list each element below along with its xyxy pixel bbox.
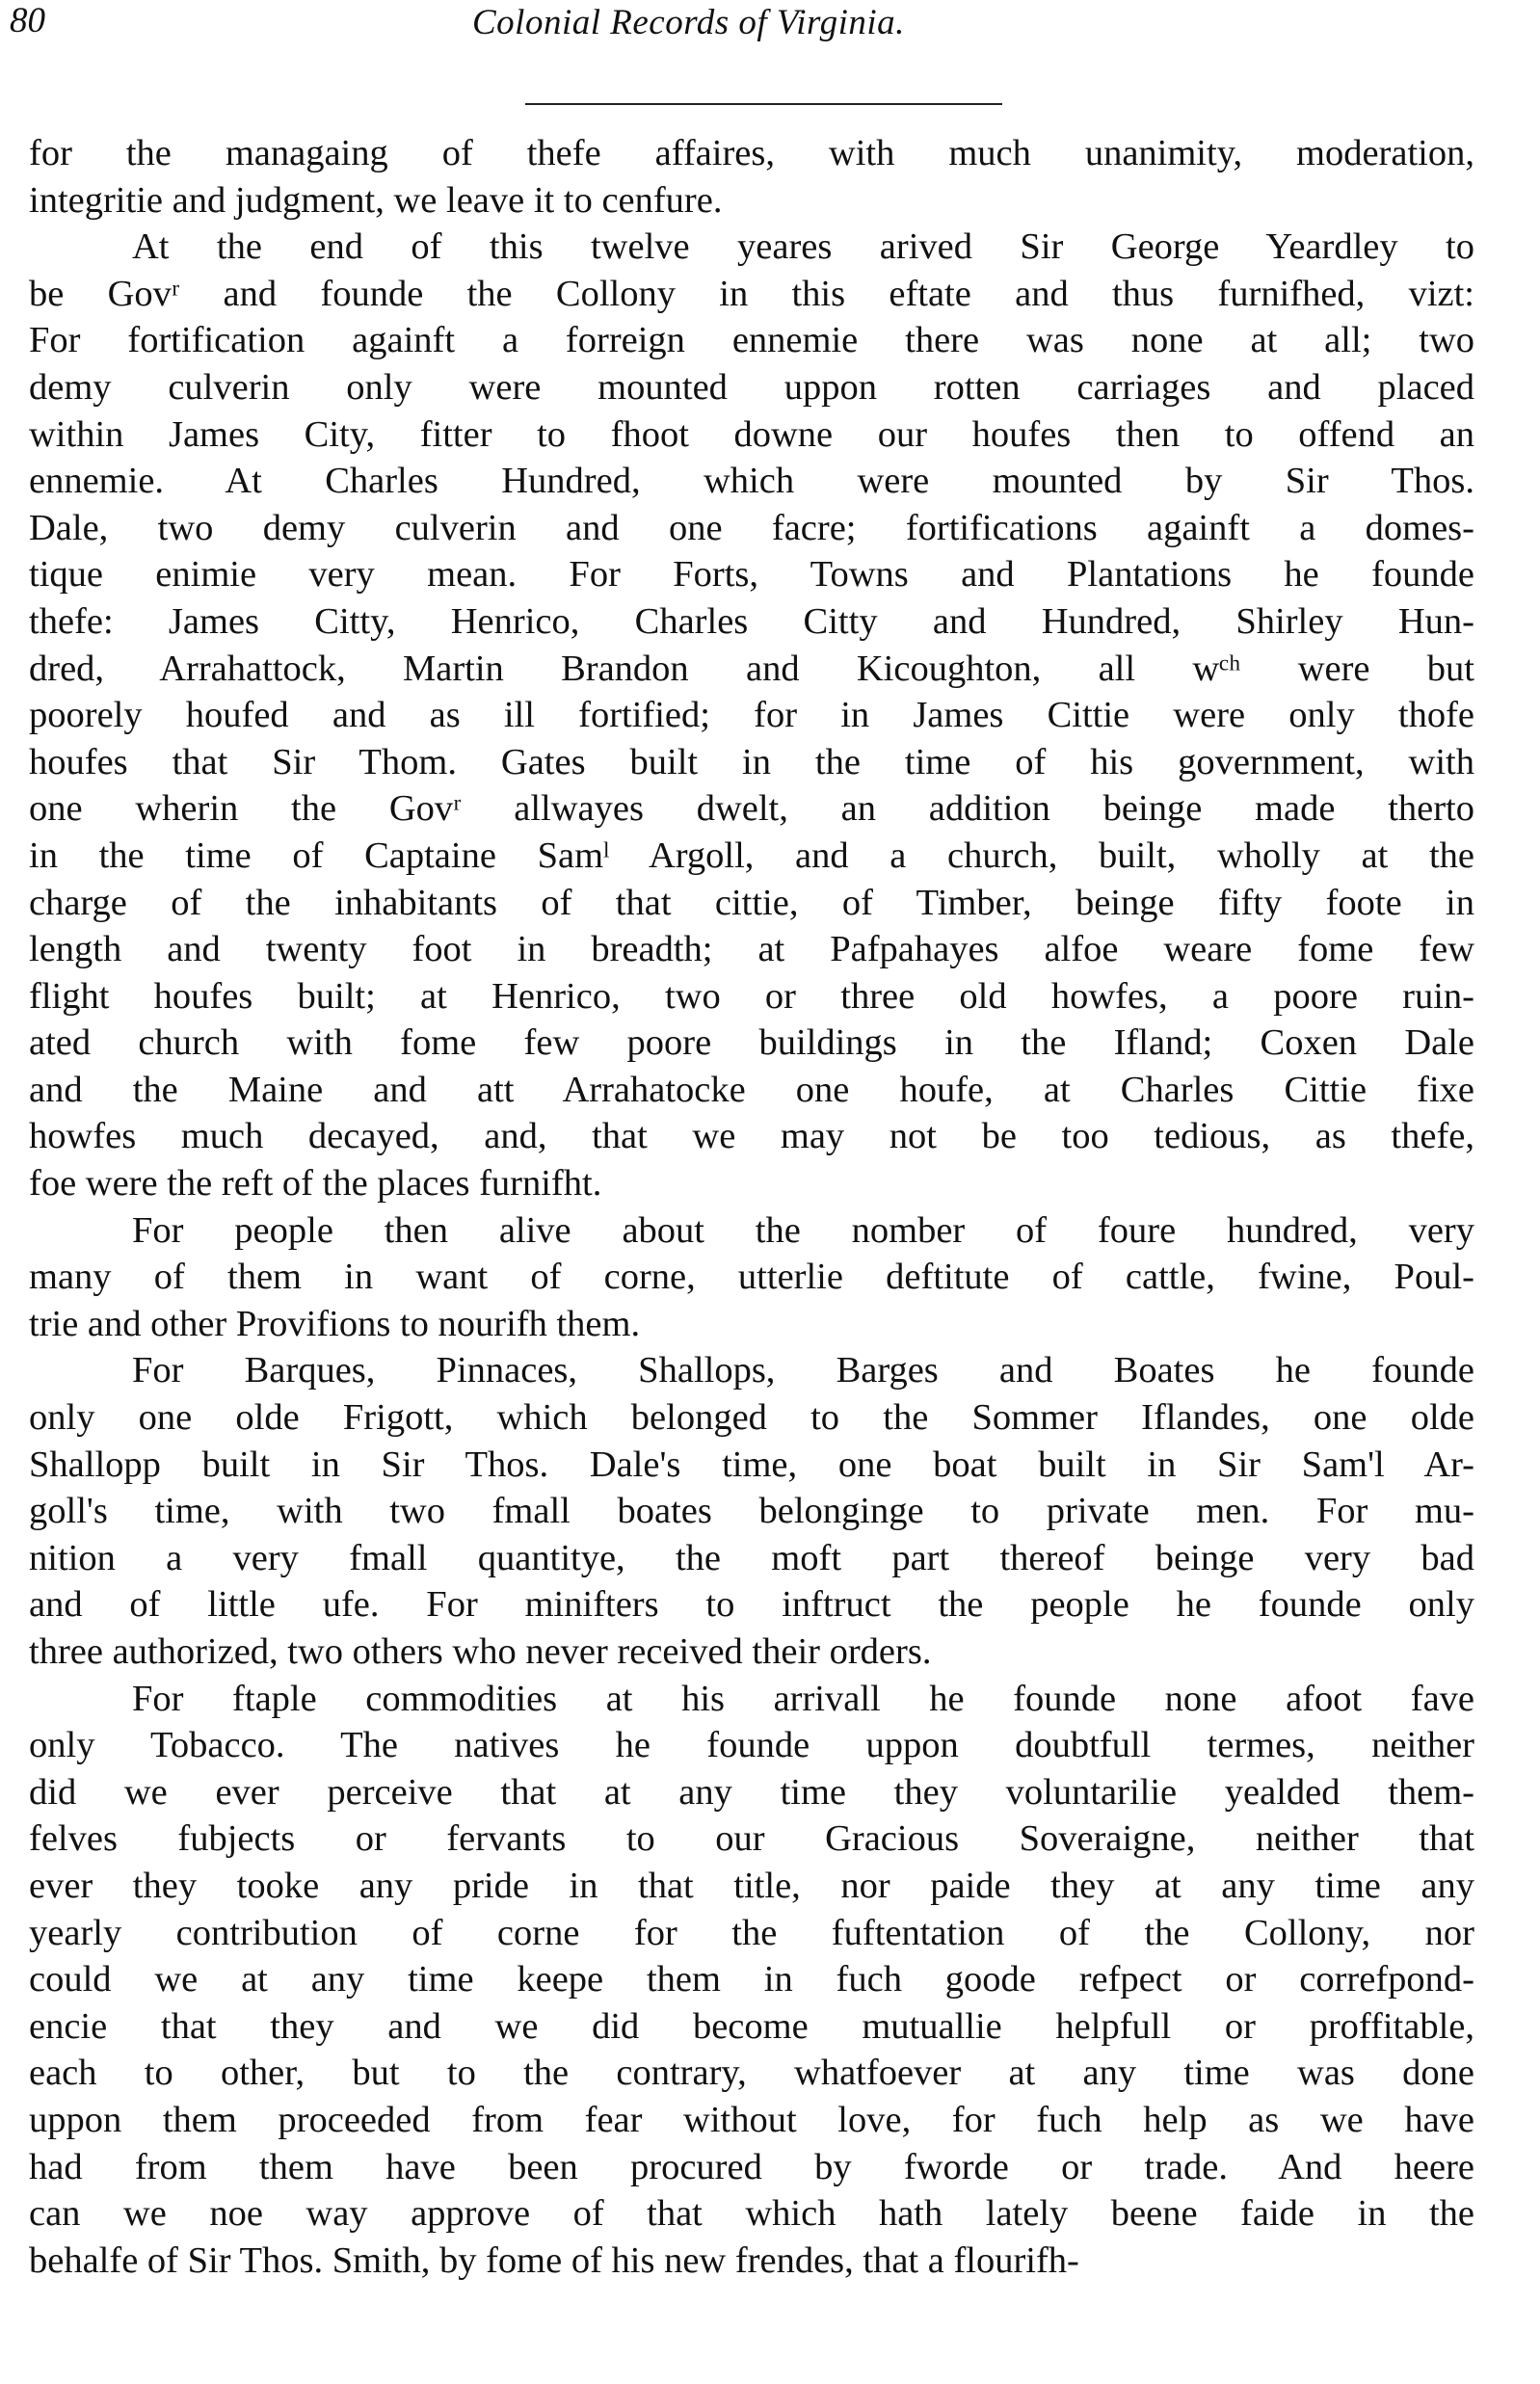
text-line: For fortification againft a forreign ennemie there was none at all; two	[29, 320, 1474, 361]
text-line: did we ever perceive that at any time they voluntarilie yealded them-	[29, 1771, 1474, 1813]
text-line: only one olde Frigott, which belonged to the Sommer Iflandes, one olde	[29, 1397, 1474, 1439]
paragraph	[29, 130, 1474, 224]
text-line: flight houfes built; at Henrico, two or three old howfes, a poore ruin-	[29, 975, 1474, 1017]
text-line: and the Maine and att Arrahatocke one houfe, at Charles Cittie fixe	[29, 1069, 1474, 1110]
text-line: thefe: James Citty, Henrico, Charles Citty and Hundred, Shirley Hun-	[29, 600, 1474, 642]
text-line: Dale, two demy culverin and one facre; fortifications againft a domes-	[29, 507, 1474, 548]
text-line: trie and other Provifions to nourifh them.	[29, 1303, 641, 1344]
page-number: 80	[10, 1, 45, 40]
text-line: for the managaing of thefe affaires, with much unanimity, moderation,	[29, 133, 1474, 173]
text-line: demy culverin only were mounted uppon rotten carriages and placed	[29, 366, 1474, 408]
text-line: felves fubjects or fervants to our Gracious Soveraigne, neither that	[29, 1818, 1474, 1860]
text-line: At the end of this twelve yeares arived Sir George Yeardley to	[132, 226, 1474, 268]
text-line: poorely houfed and as ill fortified; for in James Cittie were only thofe	[29, 695, 1474, 736]
text-line: foe were the reft of the places furnifht.	[29, 1163, 602, 1205]
text-line: For Barques, Pinnaces, Shallops, Barges and Boates he founde	[132, 1350, 1474, 1391]
text-line: goll's time, with two fmall boates belonginge to private men. For mu-	[29, 1491, 1474, 1532]
text-line: each to other, but to the contrary, whatfoever at any time was done	[29, 2053, 1474, 2094]
paragraph	[29, 1347, 1474, 1675]
text-line: had from them have been procured by fworde or trade. And heere	[29, 2146, 1474, 2187]
text-line: in the time of Captaine Samˡ Argoll, and a church, built, wholly at the	[29, 834, 1474, 876]
text-line: behalfe of Sir Thos. Smith, by fome of his new frendes, that a flourifh-	[29, 2239, 1079, 2281]
text-line: houfes that Sir Thom. Gates built in the time of his government, with	[29, 741, 1474, 782]
text-line: within James City, fitter to fhoot downe our houfes then to offend an	[29, 413, 1474, 455]
text-line: tique enimie very mean. For Forts, Towns and Plantations he founde	[29, 554, 1474, 596]
text-line: charge of the inhabitants of that cittie, of Timber, beinge fifty foote in	[29, 882, 1474, 923]
text-line: yearly contribution of corne for the fuftentation of the Collony, nor	[29, 1912, 1474, 1953]
text-line: can we noe way approve of that which hath lately beene faide in the	[29, 2193, 1474, 2235]
text-line: one wherin the Govʳ allwayes dwelt, an addition beinge made therto	[29, 788, 1474, 830]
text-line: uppon them proceeded from fear without love, for fuch help as we have	[29, 2099, 1474, 2140]
text-line: ever they tooke any pride in that title, nor paide they at any time any	[29, 1865, 1474, 1906]
body-text	[29, 130, 1474, 2284]
text-line: ated church with fome few poore buildings in the Ifland; Coxen Dale	[29, 1022, 1474, 1064]
text-line: and of little ufe. For minifters to inftruct the people he founde only	[29, 1584, 1474, 1626]
text-line: many of them in want of corne, utterlie deftitute of cattle, fwine, Poul-	[29, 1257, 1474, 1298]
paragraph	[29, 224, 1474, 1206]
text-line: encie that they and we did become mutuallie helpfull or proffitable,	[29, 2005, 1474, 2047]
text-line: For people then alive about the nomber of foure hundred, very	[132, 1209, 1474, 1251]
running-title: Colonial Records of Virginia.	[472, 3, 905, 42]
paragraph	[29, 1207, 1474, 1348]
text-line: Shallopp built in Sir Thos. Dale's time, one boat built in Sir Sam'l Ar-	[29, 1444, 1474, 1485]
text-line: dred, Arrahattock, Martin Brandon and Kicoughton, all wᶜʰ were but	[29, 648, 1474, 689]
running-head	[10, 0, 1079, 58]
text-line: ennemie. At Charles Hundred, which were mounted by Sir Thos.	[29, 461, 1474, 502]
text-line: nition a very fmall quantitye, the moft part thereof beinge very bad	[29, 1537, 1474, 1578]
text-line: three authorized, two others who never received their orders.	[29, 1631, 932, 1672]
paragraph	[29, 1676, 1474, 2285]
text-line: integritie and judgment, we leave it to cenfure.	[29, 179, 723, 221]
text-line: howfes much decayed, and, that we may not be too tedious, as thefe,	[29, 1116, 1474, 1157]
text-line: For ftaple commodities at his arrivall he founde none afoot fave	[132, 1678, 1474, 1719]
text-line: be Govʳ and founde the Collony in this eftate and thus furnifhed, vizt:	[29, 273, 1474, 314]
text-line: length and twenty foot in breadth; at Pafpahayes alfoe weare fome few	[29, 929, 1474, 970]
text-line: could we at any time keepe them in fuch goode refpect or correfpond-	[29, 1959, 1474, 2000]
header-rule	[525, 103, 1002, 105]
text-line: only Tobacco. The natives he founde uppon doubtfull termes, neither	[29, 1725, 1474, 1766]
